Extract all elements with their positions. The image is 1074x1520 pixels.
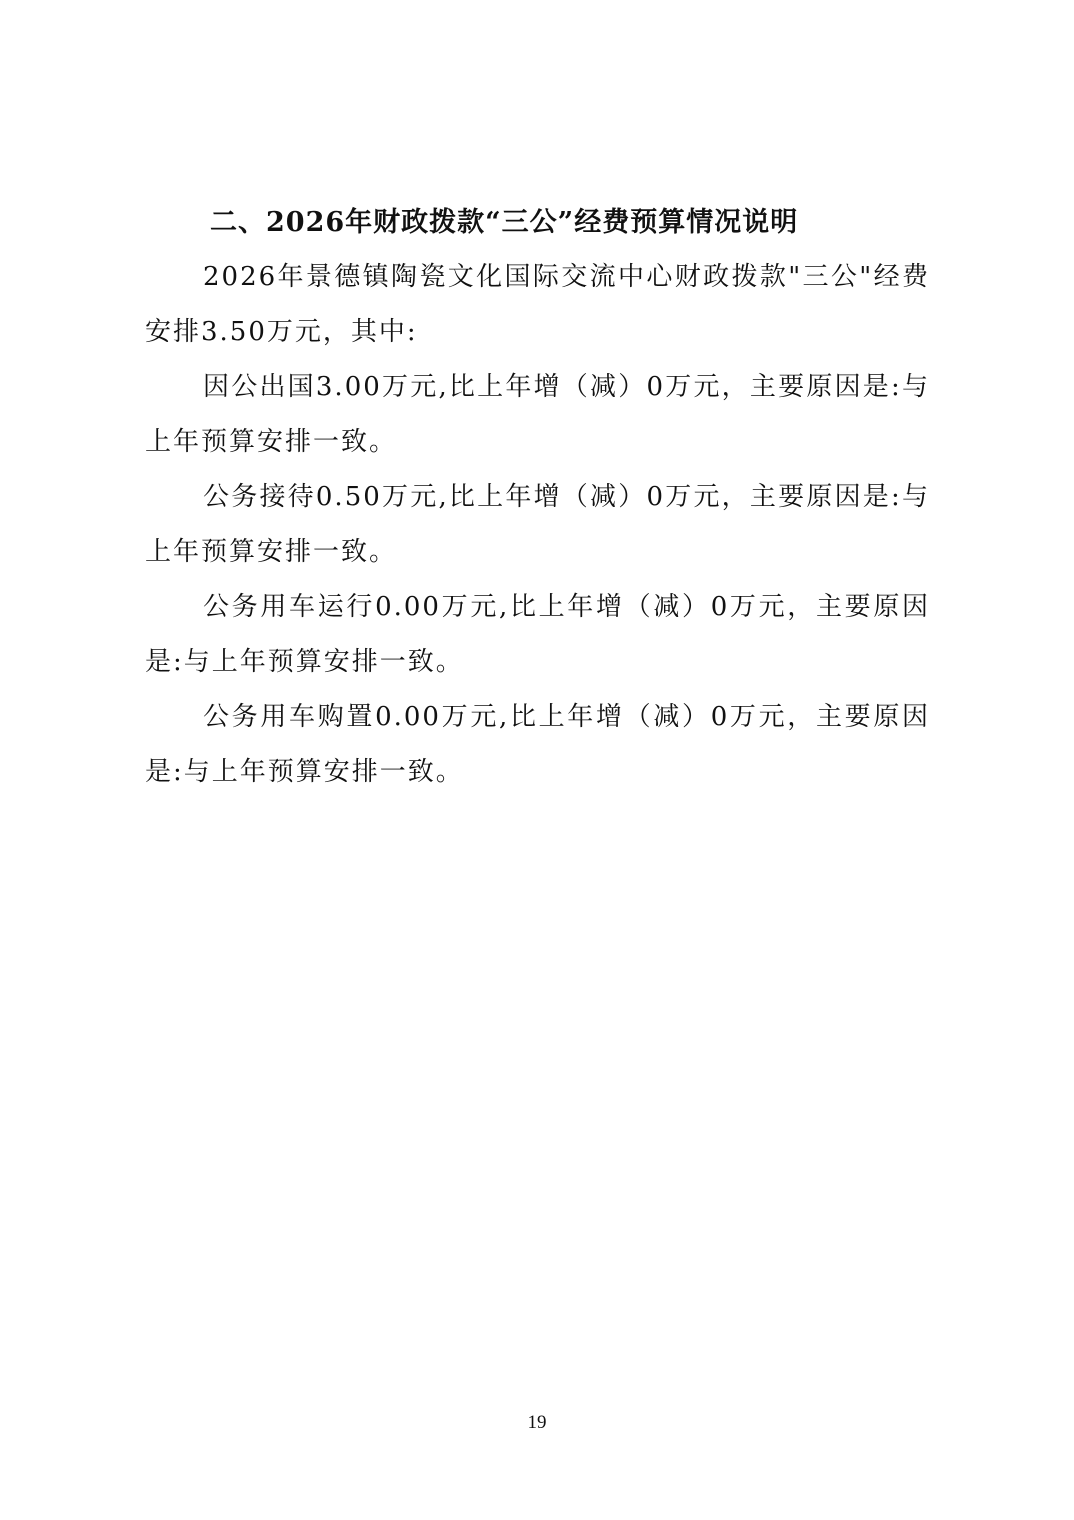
body-text bbox=[145, 250, 930, 800]
paragraph-official-reception: 公务接待0.50万元,比上年增（减）0万元，主要原因是:与上年预算安排一致。 bbox=[145, 482, 930, 567]
paragraph-overseas-travel: 因公出国3.00万元,比上年增（减）0万元，主要原因是:与上年预算安排一致。 bbox=[145, 372, 930, 457]
paragraph-vehicle-operation: 公务用车运行0.00万元,比上年增（减）0万元，主要原因是:与上年预算安排一致。 bbox=[145, 592, 930, 677]
paragraph-summary: 2026年景德镇陶瓷文化国际交流中心财政拨款"三公"经费安排3.50万元，其中: bbox=[145, 262, 930, 347]
paragraph-vehicle-purchase: 公务用车购置0.00万元,比上年增（减）0万元，主要原因是:与上年预算安排一致。 bbox=[145, 702, 930, 787]
page-number: 19 bbox=[527, 1412, 547, 1433]
section-heading: 二、2026年财政拨款“三公”经费预算情况说明 bbox=[210, 207, 799, 238]
